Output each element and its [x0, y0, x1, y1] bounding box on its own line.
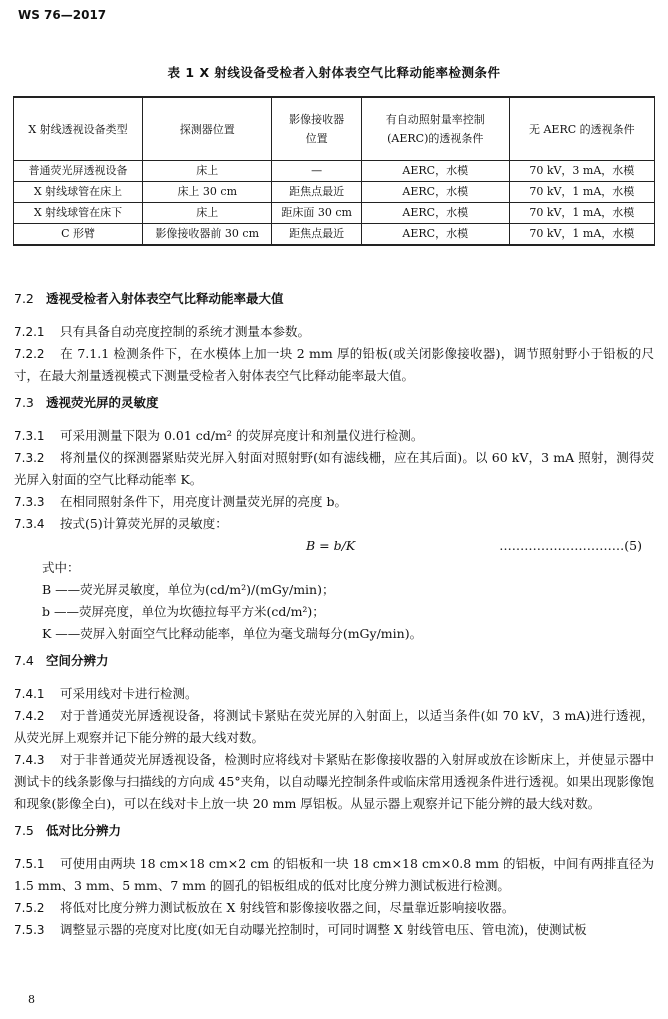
clause: [14, 513, 654, 535]
section-number: 7.3: [14, 395, 34, 410]
clause: [14, 425, 654, 447]
clause-number: 7.3.2: [14, 451, 45, 465]
clause-text: 将低对比度分辨力测试板放在 X 射线管和影像接收器之间，尽量靠近影响接收器。: [60, 900, 515, 915]
table-cell: AERC，水模: [361, 203, 509, 224]
clause-text: 在 7.1.1 检测条件下，在水模体上加一块 2 mm 厚的铅板(或关闭影像接收器)，调节照射野小于铅板的尺寸，在最大剂量透视模式下测量受检者入射体表空气比释动能率最大值。: [14, 346, 654, 383]
clause-text: 可采用测量下限为 0.01 cd/m² 的荧屏亮度计和剂量仪进行检测。: [60, 428, 424, 443]
table-cell: 床上 30 cm: [143, 182, 272, 203]
clause-text: 对于非普通荧光屏透视设备，检测时应将线对卡紧贴在影像接收器的入射屏或放在诊断床上，并使显示器中测试卡的线条影像与扫描线的方向成 45°夹角，以自动曝光控制条件或临床常用透视条件进行透视。如果出现影像饱和现象(影像全白)，可以在线对卡上放一块 20 mm 厚铝板。从显示器上观察并记下能分辨的最大线对数。: [14, 752, 654, 811]
clause: [14, 897, 654, 919]
column-header: 有自动照射量率控制 (AERC)的透视条件: [361, 97, 509, 161]
table-cell: 距焦点最近: [272, 224, 361, 246]
clause: [14, 683, 654, 705]
table-row: [14, 203, 655, 224]
column-header: 影像接收器 位置: [272, 97, 361, 161]
table-cell: 普通荧光屏透视设备: [14, 161, 143, 182]
clause-number: 7.5.1: [14, 857, 45, 871]
clause-number: 7.4.3: [14, 753, 45, 767]
table-cell: 70 kV，1 mA，水模: [509, 182, 654, 203]
clause-text: 可采用线对卡进行检测。: [60, 686, 198, 701]
section-heading: [14, 653, 654, 669]
variable-definition: B ——荧光屏灵敏度，单位为(cd/m²)/(mGy/min)；: [42, 582, 335, 597]
section-title: 透视受检者入射体表空气比释动能率最大值: [46, 291, 284, 306]
section-title: 低对比分辨力: [46, 823, 122, 838]
clause: [14, 321, 654, 343]
formula: [14, 535, 654, 557]
table-cell: X 射线球管在床上: [14, 182, 143, 203]
table-cell: 70 kV，1 mA，水模: [509, 224, 654, 246]
clause: [14, 749, 654, 815]
clause-text: 将剂量仪的探测器紧贴荧光屏入射面对照射野(如有滤线栅，应在其后面)。以 60 kV，3 mA 照射，测得荧光屏入射面的空气比释动能率 K。: [14, 450, 654, 487]
variable-definition: K ——荧屏入射面空气比释动能率，单位为毫戈瑞每分(mGy/min)。: [42, 626, 423, 641]
table-cell: 影像接收器前 30 cm: [143, 224, 272, 246]
clause-number: 7.4.1: [14, 687, 45, 701]
section-title: 透视荧光屏的灵敏度: [46, 395, 159, 410]
clause-number: 7.4.2: [14, 709, 45, 723]
table-row: [14, 161, 655, 182]
table-cell: 床上: [143, 203, 272, 224]
clause-text: 对于普通荧光屏透视设备，将测试卡紧贴在荧光屏的入射面上，以适当条件(如 70 kV，3 mA)进行透视，从荧光屏上观察并记下能分辨的最大线对数。: [14, 708, 654, 745]
section-number: 7.5: [14, 823, 34, 838]
clause: [14, 447, 654, 491]
table-cell: C 形臂: [14, 224, 143, 246]
column-header: 探测器位置: [143, 97, 272, 161]
table-row: [14, 182, 655, 203]
table-cell: 70 kV，1 mA，水模: [509, 203, 654, 224]
formula-reference: …………………………(5): [499, 538, 642, 553]
clause: [14, 853, 654, 897]
clause-number: 7.5.2: [14, 901, 45, 915]
clause: [14, 705, 654, 749]
clause-number: 7.5.3: [14, 923, 45, 937]
clause-text: 在相同照射条件下，用亮度计测量荧光屏的亮度 b。: [60, 494, 347, 509]
table-cell: 70 kV，3 mA，水模: [509, 161, 654, 182]
clause-text: 只有具备自动亮度控制的系统才测量本参数。: [60, 324, 311, 339]
table-cell: 床上: [143, 161, 272, 182]
table-cell: AERC，水模: [361, 224, 509, 246]
section-heading: [14, 291, 654, 307]
clause-number: 7.3.4: [14, 517, 45, 531]
clause-number: 7.3.1: [14, 429, 45, 443]
clause-text: 可使用由两块 18 cm×18 cm×2 cm 的铝板和一块 18 cm×18 cm×0.8 mm 的铝板，中间有两排直径为 1.5 mm、3 mm、5 mm、7 mm 的圆孔的铝板组成的低对比度分辨力测试板进行检测。: [14, 856, 654, 893]
column-header: X 射线透视设备类型: [14, 97, 143, 161]
formula-expression: B = b/K: [306, 538, 356, 553]
clause: [14, 919, 654, 941]
section-title: 空间分辨力: [46, 653, 109, 668]
section-heading: [14, 823, 654, 839]
table-row: [14, 224, 655, 246]
clause: [14, 343, 654, 387]
table-caption: 表 1 X 射线设备受检者入射体表空气比释动能率检测条件: [167, 65, 501, 80]
table-cell: 距床面 30 cm: [272, 203, 361, 224]
clause-number: 7.2.2: [14, 347, 45, 361]
table-header-row: [14, 97, 655, 161]
table-cell: AERC，水模: [361, 182, 509, 203]
clause: [14, 491, 654, 513]
table-cell: AERC，水模: [361, 161, 509, 182]
clause-text: 按式(5)计算荧光屏的灵敏度：: [60, 516, 228, 531]
document-body: [14, 291, 654, 941]
test-conditions-table: [13, 96, 655, 246]
table-cell: 距焦点最近: [272, 182, 361, 203]
table-cell: —: [272, 161, 361, 182]
clause-number: 7.2.1: [14, 325, 45, 339]
section-number: 7.2: [14, 291, 34, 306]
clause-number: 7.3.3: [14, 495, 45, 509]
column-header: 无 AERC 的透视条件: [509, 97, 654, 161]
table-cell: X 射线球管在床下: [14, 203, 143, 224]
section-heading: [14, 395, 654, 411]
section-number: 7.4: [14, 653, 34, 668]
variable-definition: b ——荧屏亮度，单位为坎德拉每平方米(cd/m²)；: [42, 604, 325, 619]
where-label: 式中：: [42, 560, 80, 575]
standard-code: WS 76—2017: [18, 8, 107, 22]
clause-text: 调整显示器的亮度对比度(如无自动曝光控制时，可同时调整 X 射线管电压、管电流)，使测试板: [60, 922, 587, 937]
page-number: 8: [28, 993, 35, 1006]
